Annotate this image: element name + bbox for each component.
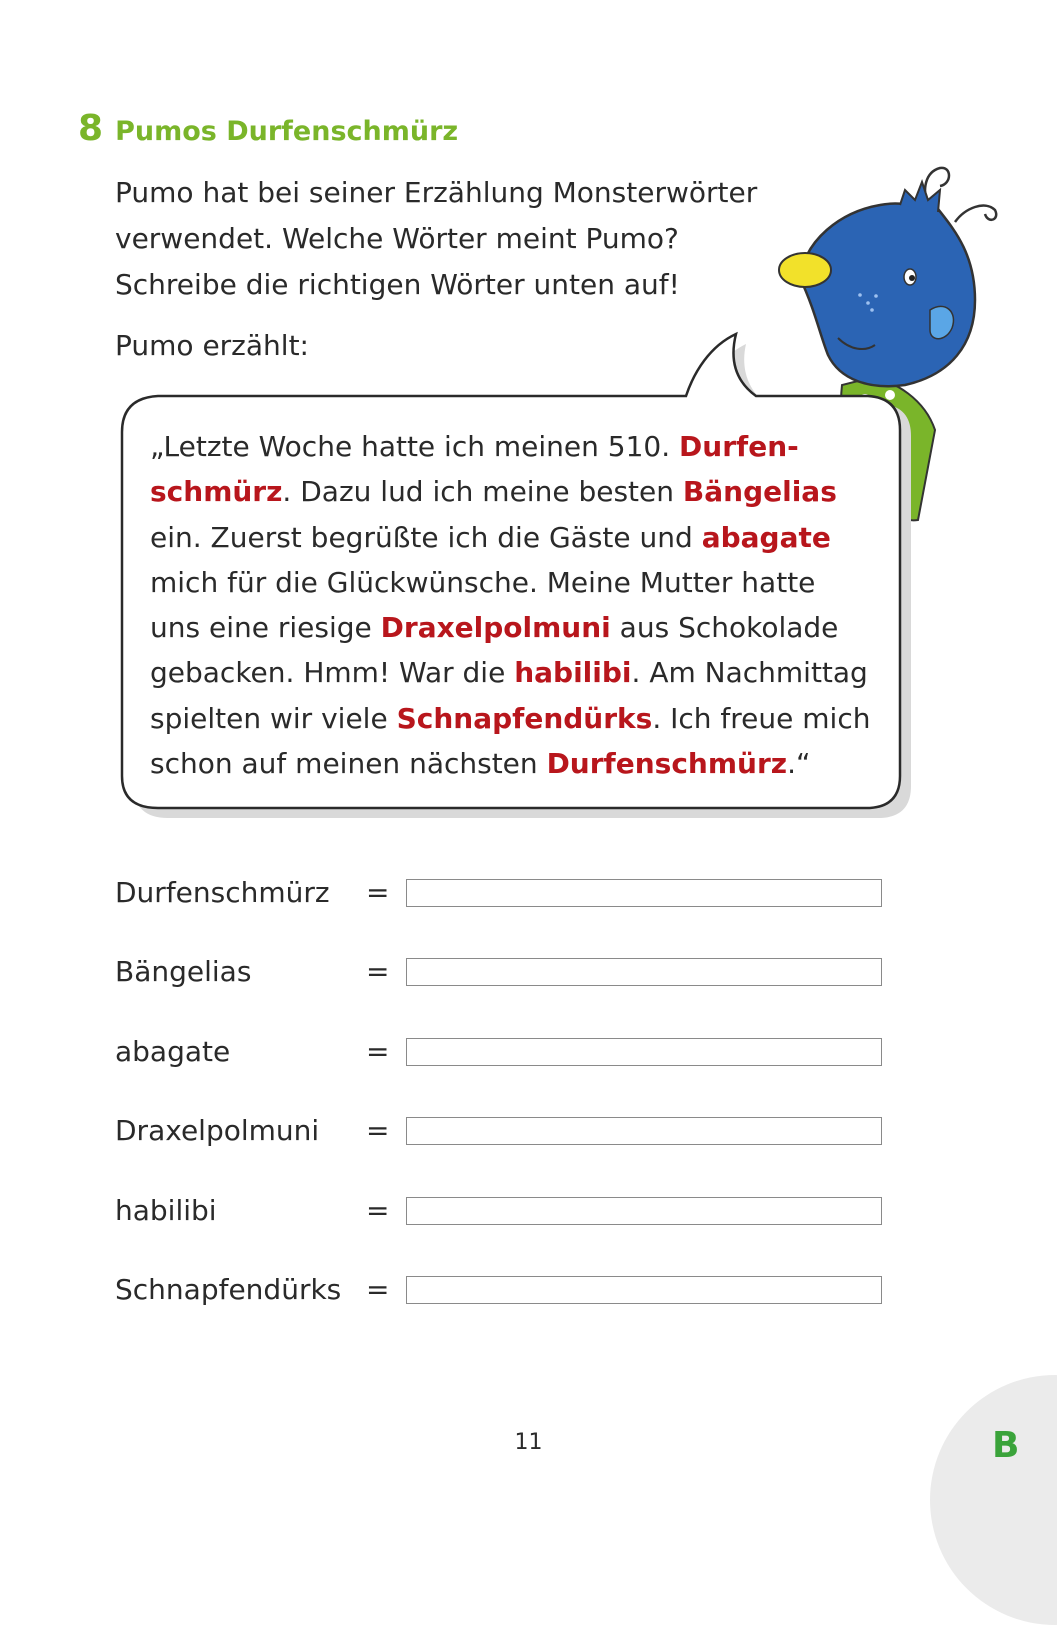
- equals-sign: =: [366, 1272, 390, 1306]
- page-number: 11: [514, 1430, 543, 1455]
- story-segment: schon auf meinen nächsten: [150, 747, 547, 781]
- equals-sign: =: [366, 876, 390, 909]
- answer-word: abagate: [115, 1034, 231, 1068]
- instruction-line: verwendet. Welche Wörter meint Pumo?: [115, 222, 679, 255]
- monster-word: Bängelias: [682, 475, 837, 509]
- story-segment: .“: [787, 747, 811, 781]
- equals-sign: =: [366, 1034, 390, 1068]
- story-segment: aus Schokolade: [610, 611, 839, 645]
- answer-word: Schnapfendürks: [115, 1272, 342, 1306]
- monster-word: Durfenschmürz: [546, 747, 788, 781]
- equals-sign: =: [366, 1114, 390, 1148]
- instruction-line: Schreibe die richtigen Wörter unten auf!: [115, 268, 680, 301]
- answer-input[interactable]: [406, 958, 882, 986]
- monster-word: Draxelpolmuni: [380, 611, 611, 645]
- monster-word: Schnapfendürks: [396, 701, 653, 735]
- story-segment: . Dazu lud ich meine besten: [282, 475, 683, 509]
- story-segment: gebacken. Hmm! War die: [150, 656, 515, 690]
- monster-word: habilibi: [514, 656, 632, 690]
- equals-sign: =: [366, 955, 390, 989]
- story-segment: spielten wir viele: [150, 701, 397, 735]
- story-segment: . Am Nachmittag: [631, 656, 868, 690]
- intro-label: Pumo erzählt:: [115, 329, 309, 362]
- exercise-title: Pumos Durfenschmürz: [115, 116, 459, 147]
- story-segment: „Letzte Woche hatte ich meinen 510.: [150, 430, 680, 463]
- answer-input[interactable]: [406, 1117, 882, 1145]
- answer-input[interactable]: [406, 1038, 882, 1066]
- story-segment: mich für die Glückwünsche. Meine Mutter hatte: [150, 565, 816, 599]
- story-segment: uns eine riesige: [150, 611, 381, 645]
- answer-word: Draxelpolmuni: [115, 1114, 320, 1148]
- monster-word: abagate: [701, 520, 831, 554]
- story-text: [150, 424, 890, 786]
- exercise-number: 8: [78, 108, 104, 149]
- answer-input[interactable]: [406, 1276, 882, 1304]
- answer-word: Bängelias: [115, 955, 252, 989]
- instruction-line: Pumo hat bei seiner Erzählung Monsterwörter: [115, 176, 758, 209]
- equals-sign: =: [366, 1193, 390, 1227]
- story-segment: ein. Zuerst begrüßte ich die Gäste und: [150, 520, 702, 554]
- corner-letter: B: [992, 1425, 1020, 1466]
- answer-input[interactable]: [406, 879, 882, 907]
- corner-tab: [930, 1375, 1057, 1625]
- monster-word: schmürz: [150, 475, 283, 509]
- answer-word: habilibi: [115, 1193, 217, 1227]
- story-segment: . Ich freue mich: [652, 701, 871, 735]
- answer-word: Durfenschmürz: [115, 876, 330, 909]
- monster-word: Durfen-: [679, 430, 799, 463]
- answer-input[interactable]: [406, 1197, 882, 1225]
